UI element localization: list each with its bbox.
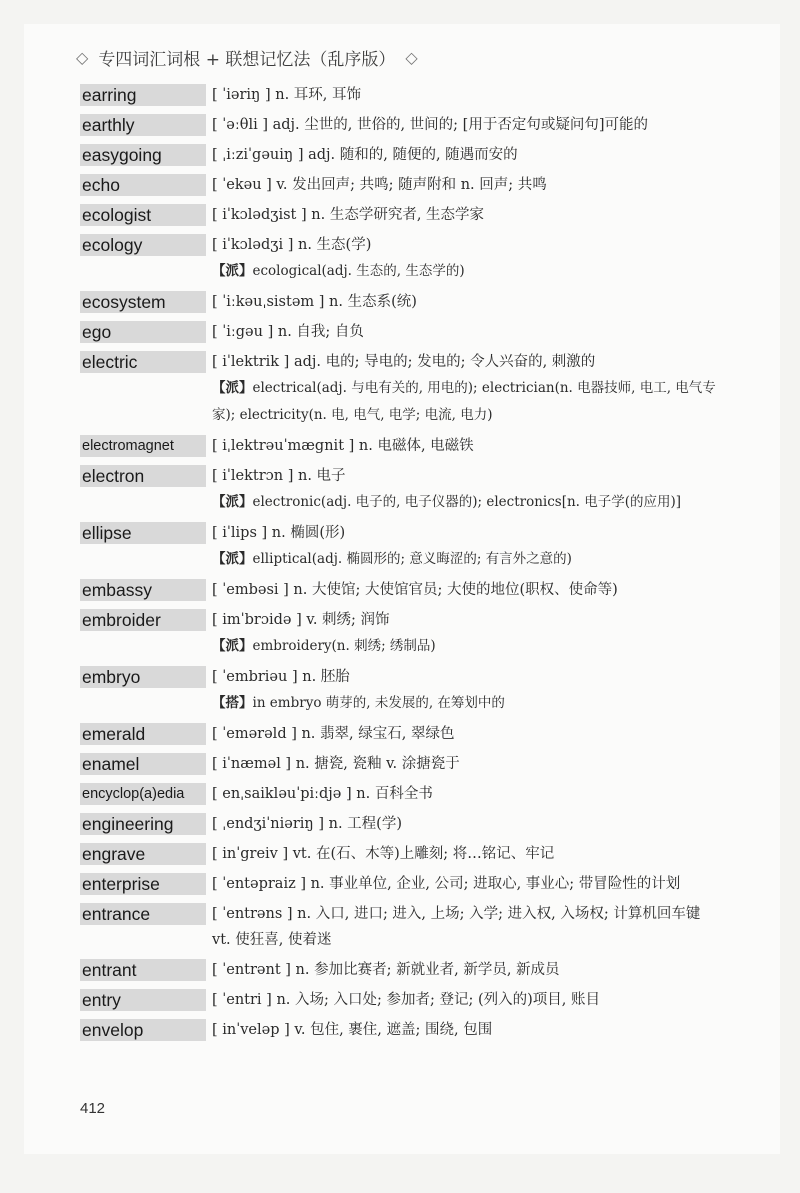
definition: [ ˈentrəns ] n. 入口, 进口; 进入, 上场; 入学; 进入权, 入场权; 计算机回车键 vt. 使狂喜, 使着迷 [212,906,701,948]
definition: [ imˈbrɔidə ] v. 刺绣; 润饰 [212,612,390,628]
dictionary-entry [80,723,720,747]
derivative-note [212,489,720,516]
entry-body [212,751,720,777]
entry-body [212,987,720,1013]
dictionary-entry [80,843,720,867]
definition: [ iˈlektrɔn ] n. 电子 [212,468,346,484]
headword: entry [80,989,206,1011]
entry-body [212,721,720,747]
definition: [ ˈiːkəuˌsistəm ] n. 生态系(统) [212,294,417,310]
definition: [ iˌlektrəuˈmægnit ] n. 电磁体, 电磁铁 [212,438,474,454]
running-header [76,42,418,72]
entry-body [212,871,720,897]
dictionary-entry [80,753,720,777]
entry-body [212,781,720,807]
dictionary-entry [80,321,720,345]
dictionary-entry [80,873,720,897]
definition: [ enˌsaikləuˈpiːdjə ] n. 百科全书 [212,786,433,802]
dictionary-entry [80,609,720,660]
entry-body [212,901,720,953]
dictionary-entry [80,291,720,315]
entry-body [212,319,720,345]
headword: electron [80,465,206,487]
dictionary-entry [80,813,720,837]
note-tag: 【派】 [212,263,253,279]
diamond-icon: ◇ [405,47,418,67]
headword: entrance [80,903,206,925]
dictionary-entry [80,959,720,983]
entry-body [212,607,720,660]
note-text: elliptical(adj. 椭圆形的; 意义晦涩的; 有言外之意的) [252,551,572,567]
derivative-note [212,633,720,660]
note-text: embroidery(n. 刺绣; 绣制品) [252,638,436,654]
definition: [ ˈemərəld ] n. 翡翠, 绿宝石, 翠绿色 [212,726,455,742]
headword: ego [80,321,206,343]
definition: [ iˈkɔlədʒi ] n. 生态(学) [212,237,372,253]
headword: envelop [80,1019,206,1041]
headword: engineering [80,813,206,835]
derivative-note [212,690,720,717]
entry-body [212,811,720,837]
note-tag: 【派】 [212,494,253,510]
entry-body [212,202,720,228]
definition: [ ˈentəpraiz ] n. 事业单位, 企业, 公司; 进取心, 事业心; 带冒险性的计划 [212,876,681,892]
definition: [ iˈkɔlədʒist ] n. 生态学研究者, 生态学家 [212,207,485,223]
page-number: 412 [80,1100,106,1117]
entry-body [212,112,720,138]
headword: easygoing [80,144,206,166]
dictionary-entry [80,783,720,807]
headword: electromagnet [80,435,206,457]
note-text: in embryo 萌芽的, 未发展的, 在筹划中的 [252,695,505,711]
entry-body [212,664,720,717]
definition: [ ˈekəu ] v. 发出回声; 共鸣; 随声附和 n. 回声; 共鸣 [212,177,547,193]
entry-body [212,577,720,603]
definition: [ iˈlips ] n. 椭圆(形) [212,525,346,541]
definition: [ ˈiəriŋ ] n. 耳环, 耳饰 [212,87,362,103]
dictionary-entry [80,174,720,198]
entry-body [212,463,720,516]
entry-body [212,1017,720,1043]
dictionary-entry [80,351,720,429]
derivative-note [212,546,720,573]
entry-body [212,289,720,315]
note-tag: 【搭】 [212,695,253,711]
entry-body [212,841,720,867]
headword: earthly [80,114,206,136]
headword: embryo [80,666,206,688]
definition: [ ˈembəsi ] n. 大使馆; 大使馆官员; 大使的地位(职权、使命等) [212,582,618,598]
dictionary-entry [80,989,720,1013]
definition: [ iˈlektrik ] adj. 电的; 导电的; 发电的; 令人兴奋的, 刺激的 [212,354,596,370]
headword: emerald [80,723,206,745]
note-text: ecological(adj. 生态的, 生态学的) [252,263,465,279]
entry-body [212,957,720,983]
dictionary-entry [80,84,720,108]
derivative-note [212,375,720,429]
definition: [ ˈentrənt ] n. 参加比赛者; 新就业者, 新学员, 新成员 [212,962,560,978]
headword: ecologist [80,204,206,226]
headword: embassy [80,579,206,601]
headword: enterprise [80,873,206,895]
definition: [ ˈembriəu ] n. 胚胎 [212,669,350,685]
note-text: electronic(adj. 电子的, 电子仪器的); electronics[n. 电子学(的应用)] [252,494,682,510]
dictionary-entry [80,144,720,168]
definition: [ ˌendʒiˈniəriŋ ] n. 工程(学) [212,816,402,832]
headword: embroider [80,609,206,631]
dictionary-entry [80,1019,720,1043]
headword: engrave [80,843,206,865]
dictionary-entry [80,666,720,717]
note-tag: 【派】 [212,380,253,396]
entry-list [80,84,720,1049]
definition: [ ˈentri ] n. 入场; 入口处; 参加者; 登记; (列入的)项目, 账目 [212,992,601,1008]
definition: [ ˌiːziˈgəuiŋ ] adj. 随和的, 随便的, 随遇而安的 [212,147,518,163]
book-title: 专四词汇词根 + 联想记忆法（乱序版） [98,49,396,70]
dictionary-entry [80,234,720,285]
derivative-note [212,258,720,285]
definition: [ iˈnæməl ] n. 搪瓷, 瓷釉 v. 涂搪瓷于 [212,756,460,772]
definition: [ ˈiːgəu ] n. 自我; 自负 [212,324,364,340]
entry-body [212,232,720,285]
entry-body [212,433,720,459]
entry-body [212,82,720,108]
note-text: electrical(adj. 与电有关的, 用电的); electrician(n. 电器技师, 电工, 电气专家); electricity(n. 电, 电气, 电学; 电流, 电力) [212,380,716,423]
dictionary-entry [80,114,720,138]
headword: earring [80,84,206,106]
dictionary-entry [80,435,720,459]
entry-body [212,142,720,168]
dictionary-entry [80,465,720,516]
definition: [ inˈgreiv ] vt. 在(石、木等)上雕刻; 将…铭记、牢记 [212,846,555,862]
headword: enamel [80,753,206,775]
entry-body [212,172,720,198]
headword: echo [80,174,206,196]
definition: [ inˈveləp ] v. 包住, 裹住, 遮盖; 围绕, 包围 [212,1022,493,1038]
headword: encyclop(a)edia [80,783,206,805]
headword: ecology [80,234,206,256]
definition: [ ˈəːθli ] adj. 尘世的, 世俗的, 世间的; [用于否定句或疑问句]可能的 [212,117,648,133]
headword: entrant [80,959,206,981]
headword: ecosystem [80,291,206,313]
note-tag: 【派】 [212,638,253,654]
dictionary-entry [80,903,720,953]
headword: electric [80,351,206,373]
note-tag: 【派】 [212,551,253,567]
dictionary-entry [80,579,720,603]
entry-body [212,520,720,573]
entry-body [212,349,720,429]
headword: ellipse [80,522,206,544]
dictionary-entry [80,522,720,573]
dictionary-entry [80,204,720,228]
diamond-icon: ◇ [76,47,89,67]
